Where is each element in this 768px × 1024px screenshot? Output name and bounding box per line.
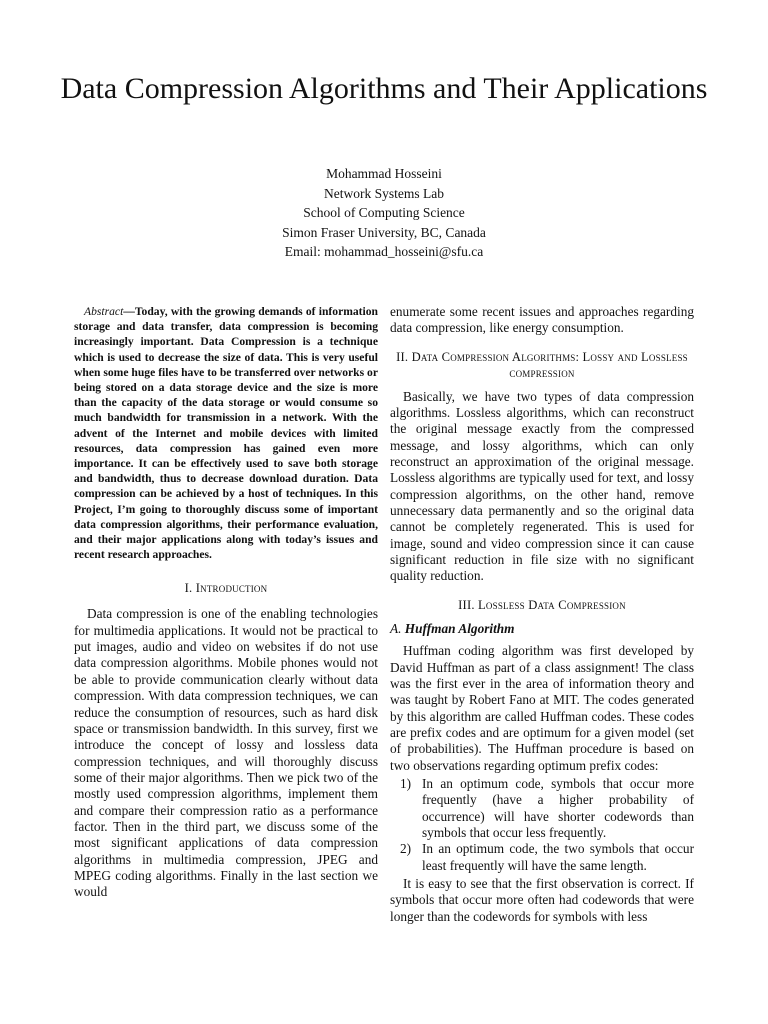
list-item	[390, 841, 694, 874]
author-name: Mohammad Hosseini	[326, 166, 442, 181]
author-block	[160, 164, 608, 262]
intro-continuation: enumerate some recent issues and approaches regarding data compression, like energy consumption.	[390, 304, 694, 336]
list-item-number: 2)	[400, 841, 412, 857]
abstract-label: Abstract	[84, 305, 124, 318]
section-heading-introduction: I. Introduction	[184, 581, 268, 596]
author-lab: Network Systems Lab	[324, 185, 444, 201]
huffman-paragraph-2: It is easy to see that the first observation is correct. If symbols that occur more often had codewords that were longer than the codewords for symbols with less	[390, 875, 694, 924]
paper-title: Data Compression Algorithms and Their Applications	[60, 72, 708, 105]
right-column	[390, 304, 694, 925]
list-item-number: 1)	[400, 775, 412, 791]
introduction-paragraph: Data compression is one of the enabling technologies for multimedia applications. It would not be practical to put images, audio and video on websites if do not use data compression algorithms. Mobile phones would not be able to provide communication clearly without data compression. With data compression techniques, we can reduce the consumption of resources, such as hard disk space or transmission bandwidth. In this survey, first we introduce the concept of lossy and lossless data compression techniques, and will thoroughly discuss some of their major algorithms. Then we pick two of the mostly used compression algorithms, implement them and compare their compression ratio as a performance factor. Then in the third part, we discuss some of the most significant applications of data compression algorithms in multimedia compression, JPEG and MPEG coding algorithms. Finally in the last section we would	[74, 606, 378, 900]
section-heading-lossy-lossless: II. Data Compression Algorithms: Lossy and Lossless compression	[396, 349, 688, 380]
abstract-text: —Today, with the growing demands of information storage and data transfer, data compression is becoming increasingly important. Data Compression is a technique which is used to decrease the size of data. This is very useful when some huge files have to be transferred over networks or being stored on a data storage device and the size is more than the capacity of the data storage or would consume so much bandwidth for transmission in a network. With the advent of the Internet and mobile devices with limited resources, data compression has gained even more importance. It can be effectively used to save both storage and bandwidth, thus to decrease download duration. Data compression can be achieved by a host of techniques. In this Project, I’m going to thoroughly discuss some of important data compression algorithms, their performance evaluation, and their major applications along with today’s issues and recent research approaches.	[74, 305, 378, 562]
subsection-title: Huffman Algorithm	[404, 620, 515, 636]
subsection-heading-huffman	[390, 621, 694, 637]
huffman-paragraph: Huffman coding algorithm was first developed by David Huffman as part of a class assignment! The class was the first ever in the area of information theory and was taught by Robert Fano at MIT. The codes generated by this algorithm are called Huffman codes. These codes are prefix codes and are optimum for a given model (set of probabilities). The Huffman procedure is based on two observations regarding optimum prefix codes:	[390, 643, 694, 773]
list-item-text: In an optimum code, symbols that occur more frequently (have a higher probability of occurrence) will have shorter codewords than symbols that occur less frequently.	[422, 775, 694, 840]
list-item-text: In an optimum code, the two symbols that occur least frequently will have the same length.	[422, 841, 694, 873]
author-school: School of Computing Science	[303, 205, 465, 220]
subsection-letter: A.	[390, 620, 402, 636]
author-university: Simon Fraser University, BC, Canada	[282, 224, 486, 240]
abstract	[74, 304, 378, 562]
section-heading-lossless: III. Lossless Data Compression	[458, 597, 626, 612]
lossy-lossless-paragraph: Basically, we have two types of data compression algorithms. Lossless algorithms, which can reconstruct the original message exactly from the compressed message, and lossy algorithms, which can only reconstruct an approximation of the original message. Lossless algorithms are typically used for text, and lossy compression algorithms, on the other hand, remove unnecessary data permanently and so the original data cannot be completely regenerated. This is used for image, sound and video compression since it can cause significant reduction in file size with no significant quality reduction.	[390, 388, 694, 584]
list-item	[390, 776, 694, 841]
left-column	[74, 304, 378, 901]
author-email: Email: mohammad_hosseini@sfu.ca	[284, 244, 484, 259]
observations-list	[390, 776, 694, 874]
